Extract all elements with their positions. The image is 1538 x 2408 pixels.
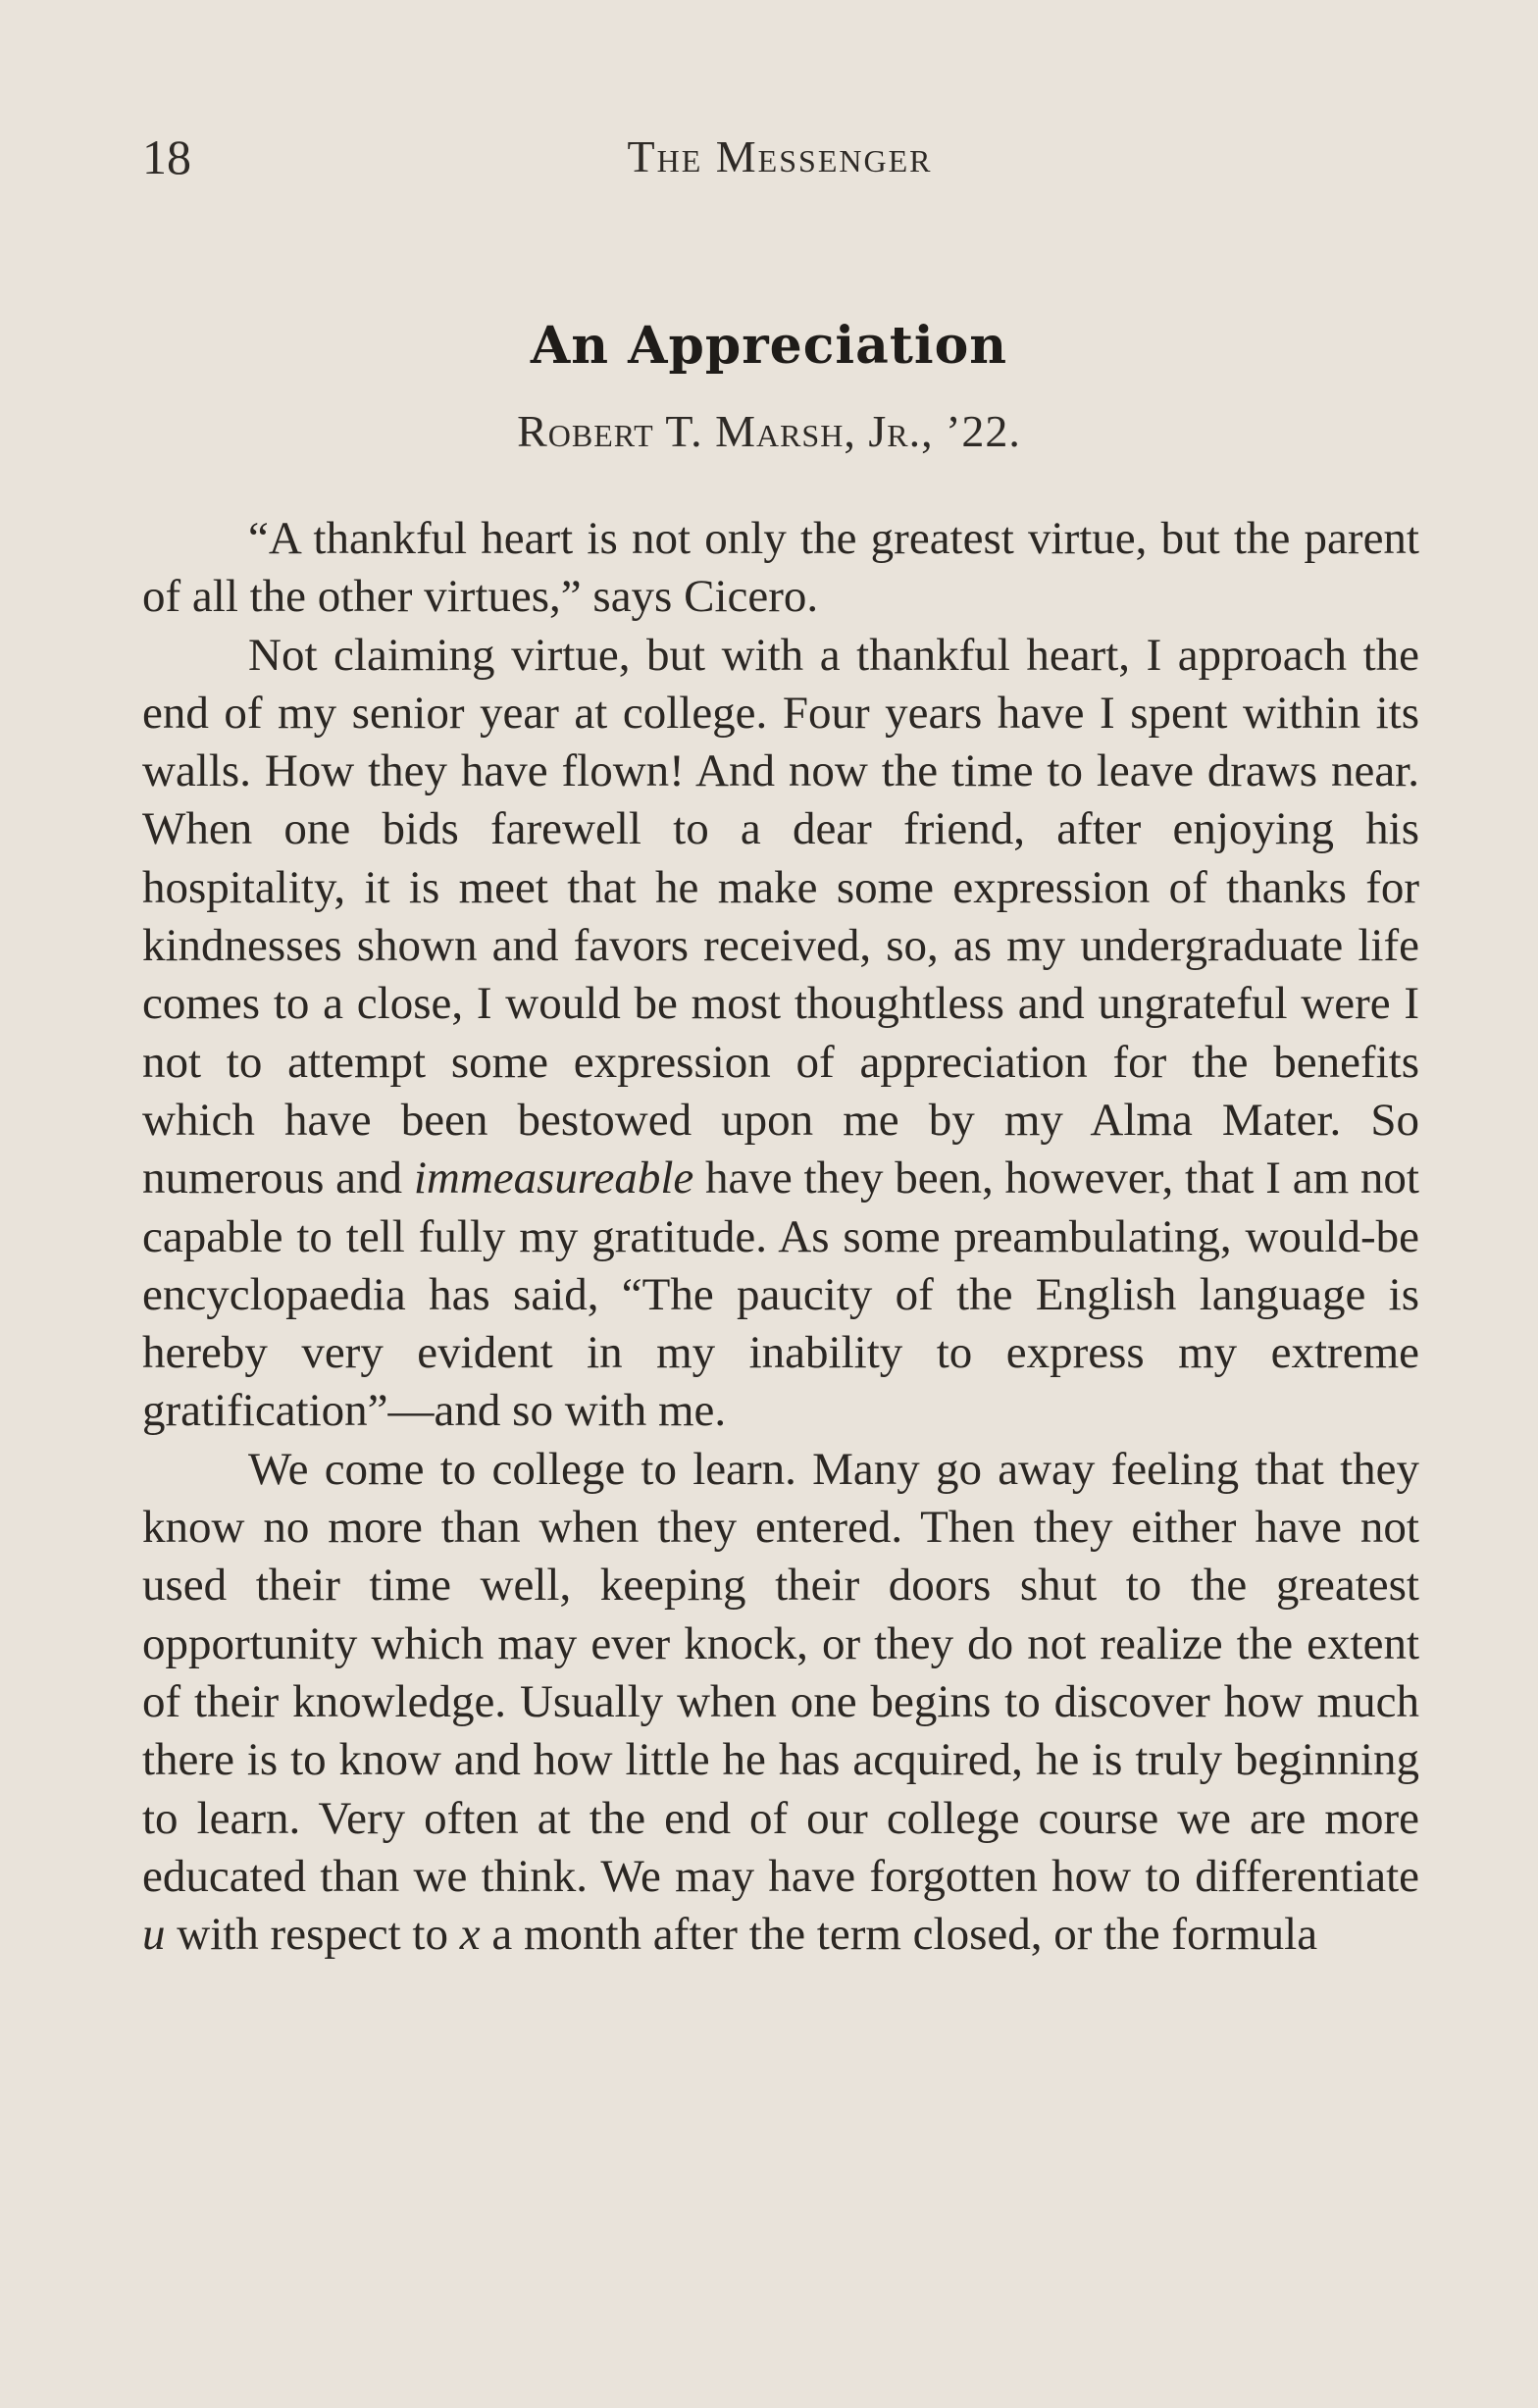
paragraph-3-text-b: with respect to xyxy=(165,1909,460,1961)
variable-u: u xyxy=(142,1909,166,1961)
variable-x: x xyxy=(459,1909,481,1961)
running-head xyxy=(142,128,1417,186)
paragraph-1: “A thankful heart is not only the greatest virtue, but the parent of all the other virtues,” says Cicero. xyxy=(142,513,1419,623)
paragraph-2-text-b: have they been, however, that I am not capable to tell fully my gratitude. As some preambulating, would-be encyclopaedia has said, “The paucity of the English language is hereby very evident in my inability to express my extreme gratification”—and so with me. xyxy=(142,1153,1419,1437)
journal-title: The Messenger xyxy=(627,131,933,181)
article-byline: Robert T. Marsh, Jr., ’22. xyxy=(517,406,1021,456)
paragraph-2 xyxy=(142,627,1419,1441)
paragraph-3-text-a: We come to college to learn. Many go away feeling that they know no more than when they entered. Then they either have not used their time well, keeping their doors shut to the greatest opportunity which may ever knock, or they do not realize the extent of their knowledge. Usually when one begins to discover how much there is to know and how little he has acquired, he is truly beginning to learn. Very often at the end of our college course we are more educated than we think. We may have forgotten how to differentiate xyxy=(142,1443,1419,1902)
paragraph-2-text-a: Not claiming virtue, but with a thankful heart, I approach the end of my senior year at college. Four years have I spent within its walls. How they have flown! And now the time to leave draws near. When one bids farewell to a dear friend, after enjoying his hospitality, it is meet that he make some expression of thanks for kindnesses shown and favors received, so, as my undergraduate life comes to a close, I would be most thoughtless and ungrateful were I not to attempt some expression of appreciation for the benefits which have been bestowed upon me by my Alma Mater. So numerous and xyxy=(142,629,1419,1204)
paragraph-3 xyxy=(142,1441,1419,1965)
article-title: An Appreciation xyxy=(530,316,1008,376)
paragraph-2-italic-word: immeasureable xyxy=(413,1153,694,1204)
paragraph-3-text-c: a month after the term closed, or the formula xyxy=(480,1909,1318,1961)
article-body xyxy=(142,510,1419,1964)
page-number: 18 xyxy=(142,129,191,184)
